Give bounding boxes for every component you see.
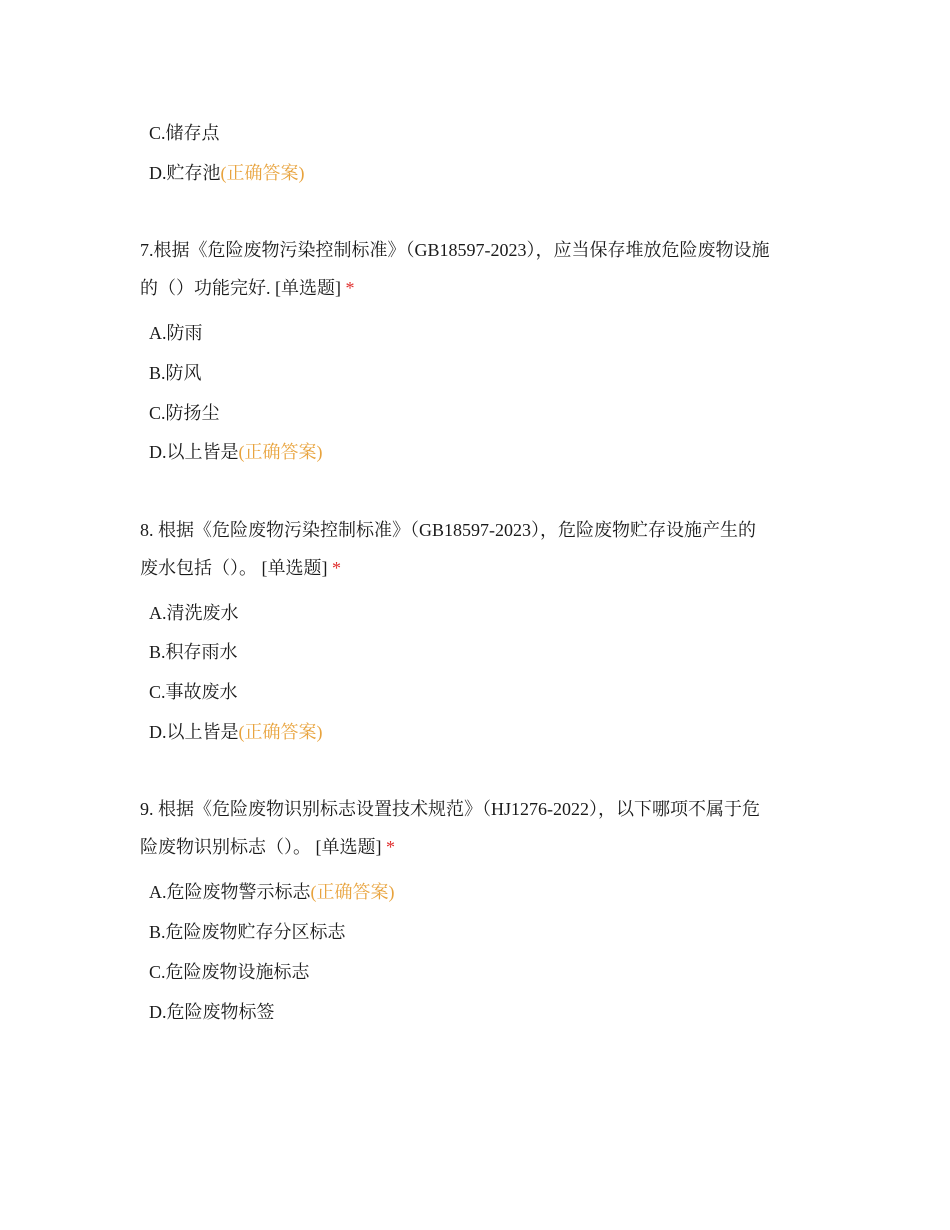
option-text: C.防扬尘	[149, 403, 220, 423]
q9-option-c	[149, 960, 310, 984]
question-line-1: 8. 根据《危险废物污染控制标准》（GB18597-2023），危险废物贮存设施产生的	[140, 520, 756, 540]
correct-answer-tag: (正确答案)	[238, 722, 323, 742]
question-text: 险废物识别标志（）。 [单选题]	[140, 837, 382, 857]
option-text: A.防雨	[149, 323, 203, 343]
q9-question	[140, 790, 820, 866]
q6-option-d	[149, 161, 305, 185]
question-text: 的（）功能完好. [单选题]	[140, 278, 341, 298]
required-mark: *	[386, 837, 395, 857]
option-text: C.储存点	[149, 123, 220, 143]
q7-option-d	[149, 440, 323, 464]
correct-answer-tag: (正确答案)	[238, 442, 323, 462]
q7-question	[140, 231, 820, 307]
correct-answer-tag: (正确答案)	[220, 163, 305, 183]
q7-option-b	[149, 361, 202, 385]
question-text: 废水包括（）。 [单选题]	[140, 558, 328, 578]
option-text: D.贮存池	[149, 163, 221, 183]
q9-option-a	[149, 880, 395, 904]
option-text: A.危险废物警示标志	[149, 882, 311, 902]
q6-option-c	[149, 121, 220, 145]
option-text: A.清洗废水	[149, 603, 239, 623]
option-text: D.危险废物标签	[149, 1002, 275, 1022]
question-line-2	[140, 269, 820, 307]
q8-option-a	[149, 601, 239, 625]
q8-option-b	[149, 640, 238, 664]
option-text: D.以上皆是	[149, 442, 239, 462]
q9-option-b	[149, 920, 346, 944]
question-line-2	[140, 549, 820, 587]
option-text: B.积存雨水	[149, 642, 238, 662]
option-text: B.防风	[149, 363, 202, 383]
question-line-1: 7.根据《危险废物污染控制标准》（GB18597-2023），应当保存堆放危险废物设施	[140, 240, 770, 260]
option-text: C.危险废物设施标志	[149, 962, 310, 982]
option-text: C.事故废水	[149, 682, 238, 702]
q7-option-c	[149, 401, 220, 425]
question-line-2	[140, 828, 820, 866]
q8-option-d	[149, 720, 323, 744]
required-mark: *	[332, 558, 341, 578]
correct-answer-tag: (正确答案)	[310, 882, 395, 902]
q7-option-a	[149, 321, 203, 345]
required-mark: *	[345, 278, 355, 298]
q9-option-d	[149, 1000, 275, 1024]
option-text: B.危险废物贮存分区标志	[149, 922, 346, 942]
option-text: D.以上皆是	[149, 722, 239, 742]
q8-option-c	[149, 680, 238, 704]
question-line-1: 9. 根据《危险废物识别标志设置技术规范》（HJ1276-2022），以下哪项不属于危	[140, 799, 760, 819]
q8-question	[140, 511, 820, 587]
